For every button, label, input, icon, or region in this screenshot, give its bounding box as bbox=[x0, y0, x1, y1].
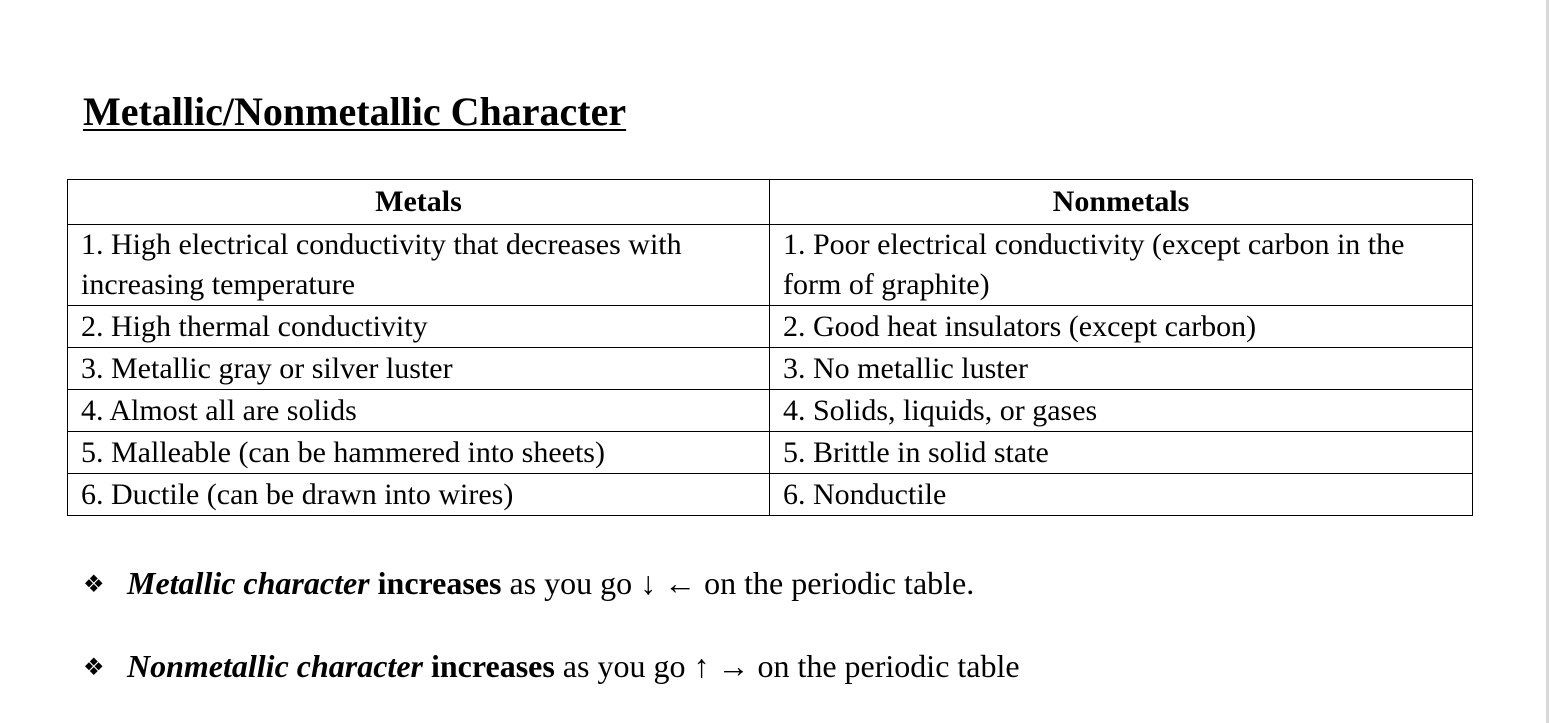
metals-cell: 4. Almost all are solids bbox=[68, 390, 770, 432]
table-row bbox=[68, 474, 1473, 516]
metals-cell: 2. High thermal conductivity bbox=[68, 306, 770, 348]
comparison-table bbox=[67, 179, 1473, 516]
nonmetals-cell: 1. Poor electrical conductivity (except carbon in the form of graphite) bbox=[770, 225, 1473, 306]
header-metals: Metals bbox=[68, 180, 770, 225]
nonmetals-cell: 3. No metallic luster bbox=[770, 348, 1473, 390]
nonmetals-cell: 4. Solids, liquids, or gases bbox=[770, 390, 1473, 432]
note-term: Nonmetallic character bbox=[127, 648, 423, 684]
table-header-row bbox=[68, 180, 1473, 225]
metals-cell: 6. Ductile (can be drawn into wires) bbox=[68, 474, 770, 516]
nonmetals-cell: 6. Nonductile bbox=[770, 474, 1473, 516]
nonmetals-cell: 5. Brittle in solid state bbox=[770, 432, 1473, 474]
table-row bbox=[68, 390, 1473, 432]
nonmetals-cell: 2. Good heat insulators (except carbon) bbox=[770, 306, 1473, 348]
table-row bbox=[68, 432, 1473, 474]
page-title: Metallic/Nonmetallic Character bbox=[83, 89, 627, 134]
table-row bbox=[68, 225, 1473, 306]
note-text: as you go ↑ → on the periodic table bbox=[554, 648, 1020, 684]
header-nonmetals: Nonmetals bbox=[770, 180, 1473, 225]
diamond-bullet-icon: ❖ bbox=[83, 655, 105, 681]
metallic-character-note bbox=[83, 563, 974, 605]
metals-cell: 3. Metallic gray or silver luster bbox=[68, 348, 770, 390]
metals-cell: 1. High electrical conductivity that decreases with increasing temperature bbox=[68, 225, 770, 306]
note-text: as you go ↓ ← on the periodic table. bbox=[501, 565, 975, 601]
nonmetallic-character-note bbox=[83, 646, 1020, 688]
note-term: Metallic character bbox=[127, 565, 370, 601]
metals-cell: 5. Malleable (can be hammered into sheets) bbox=[68, 432, 770, 474]
note-verb: increases bbox=[430, 648, 555, 684]
table-row bbox=[68, 348, 1473, 390]
table-row bbox=[68, 306, 1473, 348]
note-verb: increases bbox=[377, 565, 502, 601]
diamond-bullet-icon: ❖ bbox=[83, 572, 105, 598]
